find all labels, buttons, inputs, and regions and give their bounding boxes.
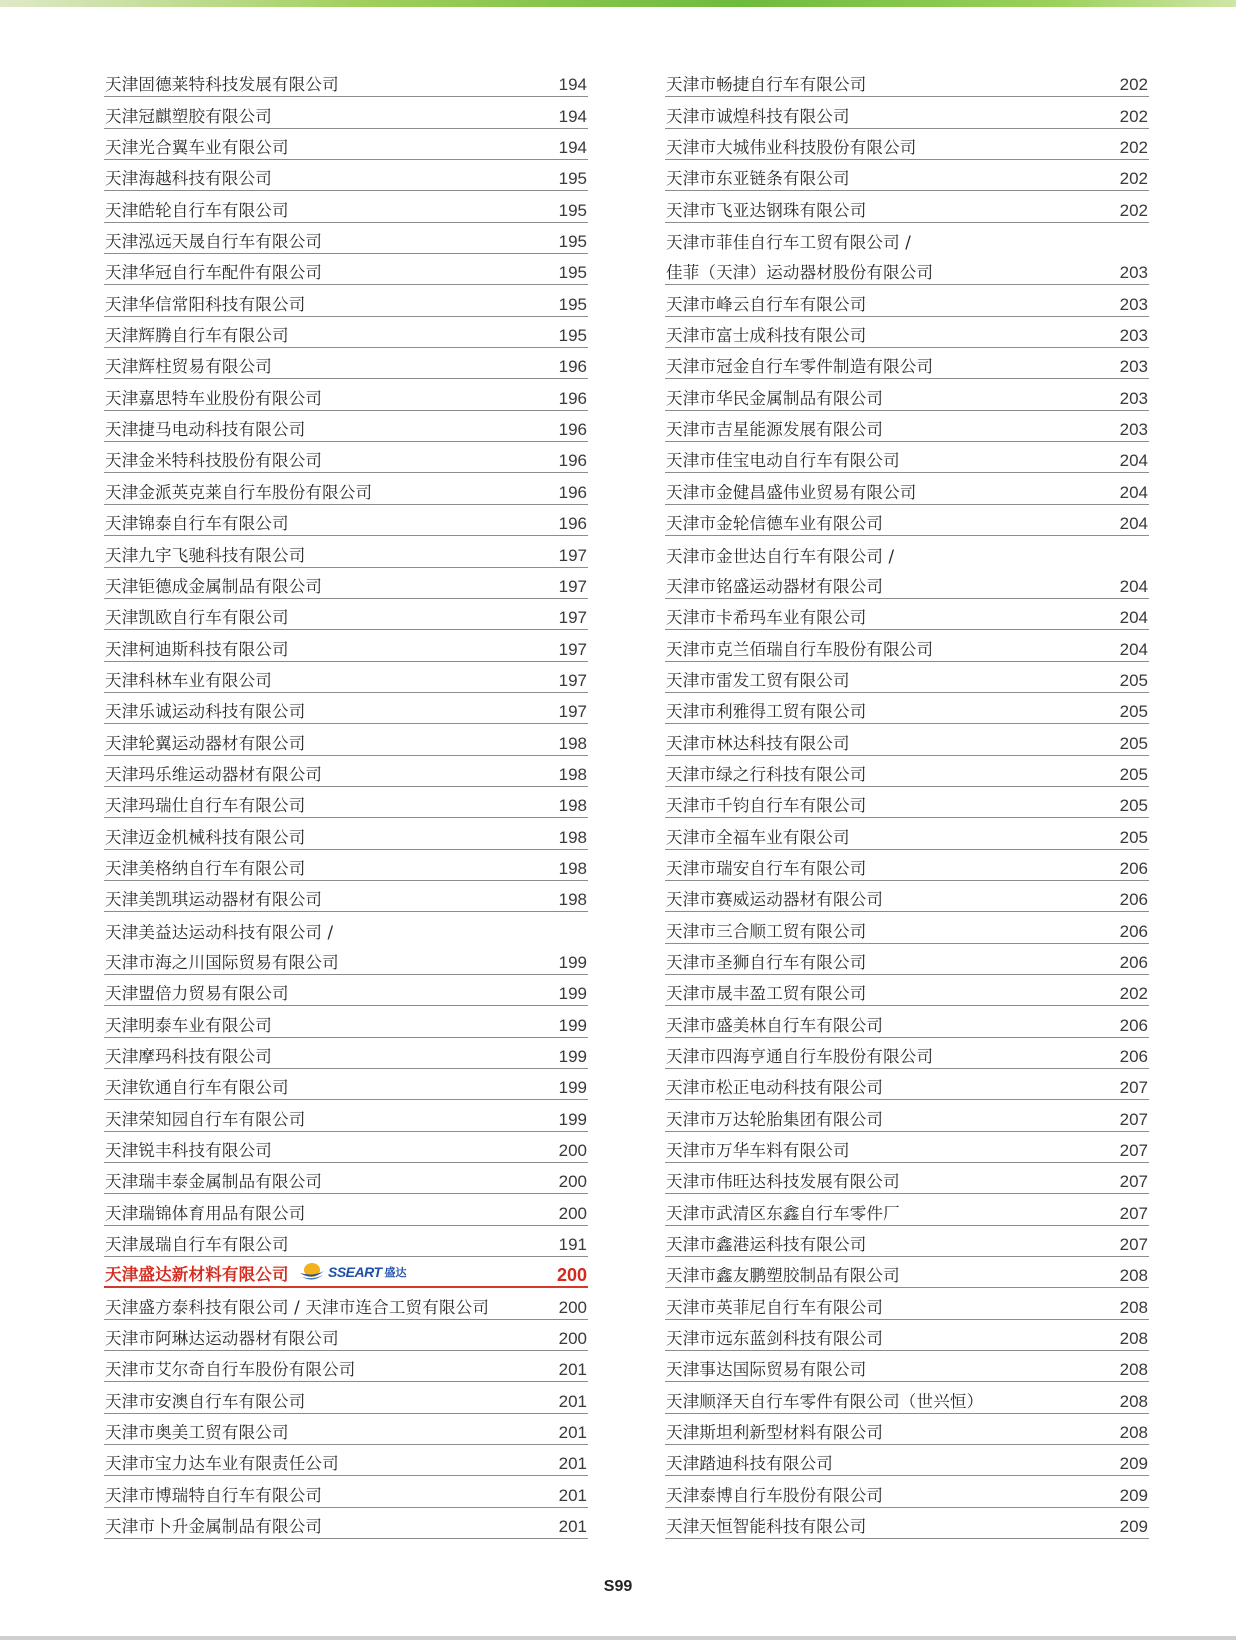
- page-ref: 204: [1119, 639, 1148, 659]
- index-entry: [104, 693, 588, 724]
- page-ref: 205: [1119, 733, 1148, 753]
- page-ref: 194: [558, 138, 587, 158]
- page-ref: 203: [1119, 357, 1148, 377]
- company-name: 天津市万达轮胎集团有限公司: [666, 1109, 884, 1129]
- company-name: 天津市吉星能源发展有限公司: [666, 420, 884, 440]
- page-ref: 202: [1119, 138, 1148, 158]
- page-ref: 201: [558, 1517, 587, 1537]
- index-entry: [665, 756, 1149, 787]
- company-name: 天津市金健昌盛伟业贸易有限公司: [666, 482, 917, 502]
- page-ref: 202: [1119, 169, 1148, 189]
- index-entry: [104, 1508, 588, 1539]
- logo-wordmark: SSEART: [328, 1264, 382, 1281]
- page-ref: 196: [558, 482, 587, 502]
- index-entry: [665, 787, 1149, 818]
- index-entry: [104, 599, 588, 630]
- company-name: 天津市伟旺达科技发展有限公司: [666, 1172, 900, 1192]
- page-ref: 207: [1119, 1141, 1148, 1161]
- company-name: 天津市雷发工贸有限公司: [666, 670, 850, 690]
- index-entry: [665, 881, 1149, 912]
- index-entry: [665, 1257, 1149, 1288]
- page-ref: 204: [1119, 451, 1148, 471]
- page-ref: 209: [1119, 1454, 1148, 1474]
- index-entry: [665, 662, 1149, 693]
- page-ref: 200: [558, 1203, 587, 1223]
- top-color-band: [0, 0, 1236, 7]
- page-ref: 204: [1119, 514, 1148, 534]
- page-ref: 206: [1119, 890, 1148, 910]
- company-name: 天津市鑫友鹏塑胶制品有限公司: [666, 1266, 900, 1286]
- index-entry: [104, 223, 588, 254]
- index-entry: [104, 536, 588, 567]
- company-name: 天津市英菲尼自行车有限公司: [666, 1297, 884, 1317]
- index-entry: [104, 317, 588, 348]
- index-entry: [104, 379, 588, 410]
- page-ref: 205: [1119, 764, 1148, 784]
- page-ref: 195: [558, 263, 587, 283]
- page-ref: 205: [1119, 827, 1148, 847]
- company-name: 天津摩玛科技有限公司: [105, 1047, 272, 1066]
- index-entry: [104, 818, 588, 849]
- page-ref: 206: [1119, 921, 1148, 941]
- index-entry: [104, 1194, 588, 1225]
- index-entry: [104, 1445, 588, 1476]
- company-name: 天津市瑞安自行车有限公司: [666, 858, 867, 878]
- company-name: 天津斯坦利新型材料有限公司: [666, 1423, 884, 1443]
- index-entry: [665, 1445, 1149, 1476]
- page-ref: 206: [1119, 1047, 1148, 1066]
- company-name: 天津市卜升金属制品有限公司: [105, 1517, 323, 1537]
- page-ref: 206: [1119, 952, 1148, 972]
- index-entry: [665, 944, 1149, 975]
- page-ref: 204: [1119, 482, 1148, 502]
- index-entry: [665, 442, 1149, 473]
- company-name: 佳菲（天津）运动器材股份有限公司: [666, 263, 934, 283]
- index-entry: [104, 1069, 588, 1100]
- index-entry: [665, 1006, 1149, 1037]
- company-name: 天津市全福车业有限公司: [666, 827, 850, 847]
- page-ref: 194: [558, 106, 587, 126]
- page-ref: 205: [1119, 670, 1148, 690]
- company-name: 天津捷马电动科技有限公司: [105, 420, 306, 440]
- company-name: 天津市万华车料有限公司: [666, 1141, 850, 1161]
- index-entry: [104, 944, 588, 975]
- company-name: 天津明泰车业有限公司: [105, 1015, 272, 1035]
- index-entry: [104, 191, 588, 222]
- index-entry: [665, 1476, 1149, 1507]
- index-entry: [665, 505, 1149, 536]
- index-entry: [665, 473, 1149, 504]
- index-entry: [665, 1320, 1149, 1351]
- company-name: 天津玛乐维运动器材有限公司: [105, 764, 323, 784]
- index-entry: [104, 662, 588, 693]
- index-entry: [665, 348, 1149, 379]
- index-entry: [665, 1414, 1149, 1445]
- page-ref: 197: [558, 670, 587, 690]
- company-name: 天津市宝力达车业有限责任公司: [105, 1454, 339, 1474]
- index-entry: [665, 97, 1149, 128]
- index-entry: [665, 536, 1149, 567]
- index-entry: [665, 724, 1149, 755]
- page-ref: 195: [558, 294, 587, 314]
- index-entry: [665, 1382, 1149, 1413]
- index-entry: [665, 66, 1149, 97]
- page-ref: 200: [558, 1172, 587, 1192]
- page-ref: 208: [1119, 1329, 1148, 1349]
- index-entry: [665, 1163, 1149, 1194]
- company-name: 天津市金世达自行车有限公司 /: [666, 546, 895, 566]
- company-name: 天津晟瑞自行车有限公司: [105, 1235, 289, 1255]
- company-name: 天津华信常阳科技有限公司: [105, 294, 306, 314]
- company-name: 天津嘉思特车业股份有限公司: [105, 388, 323, 408]
- company-name: 天津固德莱特科技发展有限公司: [105, 75, 339, 95]
- index-entry: [104, 285, 588, 316]
- company-name: 天津市鑫港运科技有限公司: [666, 1235, 867, 1255]
- page-ref: 198: [558, 733, 587, 753]
- page-ref: 196: [558, 388, 587, 408]
- index-entry: [104, 66, 588, 97]
- index-entry: [104, 1288, 588, 1319]
- page-ref: 198: [558, 827, 587, 847]
- index-entry: [665, 850, 1149, 881]
- company-name: 天津荣知园自行车有限公司: [105, 1109, 306, 1129]
- index-entry: [665, 223, 1149, 254]
- company-name: 天津市千钧自行车有限公司: [666, 796, 867, 816]
- company-name: 天津市海之川国际贸易有限公司: [105, 952, 339, 972]
- page-ref: 202: [1119, 984, 1148, 1004]
- index-entry: [104, 1320, 588, 1351]
- index-entry: [104, 97, 588, 128]
- company-name: 天津科林车业有限公司: [105, 670, 272, 690]
- company-name: 天津市诚煌科技有限公司: [666, 106, 850, 126]
- company-name: 天津泰博自行车股份有限公司: [666, 1485, 884, 1505]
- page-ref: 198: [558, 796, 587, 816]
- index-entry: [665, 975, 1149, 1006]
- page-ref: 209: [1119, 1485, 1148, 1505]
- page-ref: 198: [558, 890, 587, 910]
- page-ref: 205: [1119, 702, 1148, 722]
- page-ref: 208: [1119, 1423, 1148, 1443]
- page-ref: 196: [558, 357, 587, 377]
- company-name: 天津辉腾自行车有限公司: [105, 326, 289, 346]
- company-name: 天津市东亚链条有限公司: [666, 169, 850, 189]
- page-ref: 200: [558, 1141, 587, 1161]
- index-column-right: [665, 66, 1149, 1539]
- index-entry: [665, 599, 1149, 630]
- index-entry: [104, 348, 588, 379]
- index-entry: [665, 317, 1149, 348]
- index-entry: [104, 1382, 588, 1413]
- index-entry: [665, 818, 1149, 849]
- index-entry: [104, 1226, 588, 1257]
- page-ref: 196: [558, 451, 587, 471]
- page-ref: 199: [558, 1078, 587, 1098]
- index-entry: [665, 254, 1149, 285]
- company-name: 天津锐丰科技有限公司: [105, 1141, 272, 1161]
- company-name: 天津盛达新材料有限公司: [105, 1265, 289, 1285]
- index-entry: [104, 1414, 588, 1445]
- page-ref: 200: [558, 1297, 587, 1317]
- page-ref: 206: [1119, 1015, 1148, 1035]
- page-number: S99: [603, 1578, 633, 1595]
- index-entry: [104, 912, 588, 943]
- index-entry: [665, 379, 1149, 410]
- company-name: 天津市艾尔奇自行车股份有限公司: [105, 1360, 356, 1380]
- page-ref: 199: [558, 952, 587, 972]
- company-name: 天津事达国际贸易有限公司: [666, 1360, 867, 1380]
- index-entry: [104, 442, 588, 473]
- page-ref: 201: [558, 1423, 587, 1443]
- company-name: 天津迈金机械科技有限公司: [105, 827, 306, 847]
- index-entry: [104, 160, 588, 191]
- index-entry: [665, 1132, 1149, 1163]
- company-name: 天津美凯琪运动器材有限公司: [105, 890, 323, 910]
- index-entry: [665, 1288, 1149, 1319]
- company-name: 天津市盛美林自行车有限公司: [666, 1015, 884, 1035]
- index-entry: [104, 254, 588, 285]
- index-entry: [665, 191, 1149, 222]
- index-entry: [104, 1038, 588, 1069]
- page-ref: 198: [558, 764, 587, 784]
- index-entry: [104, 1163, 588, 1194]
- page-ref: 197: [558, 576, 587, 596]
- company-name: 天津市卡希玛车业有限公司: [666, 608, 867, 628]
- company-name: 天津市铭盛运动器材有限公司: [666, 576, 884, 596]
- company-name: 天津市松正电动科技有限公司: [666, 1078, 884, 1098]
- company-name: 天津踏迪科技有限公司: [666, 1454, 833, 1474]
- page-ref: 199: [558, 1047, 587, 1066]
- page-ref: 207: [1119, 1172, 1148, 1192]
- index-entry: [665, 693, 1149, 724]
- index-entry: [665, 411, 1149, 442]
- company-name: 天津光合翼车业有限公司: [105, 138, 289, 158]
- page-ref: 204: [1119, 576, 1148, 596]
- company-name: 天津盛方泰科技有限公司 / 天津市连合工贸有限公司: [105, 1297, 490, 1317]
- company-name: 天津金米特科技股份有限公司: [105, 451, 323, 471]
- company-name: 天津瑞锦体育用品有限公司: [105, 1203, 306, 1223]
- index-entry: [104, 850, 588, 881]
- page-ref: 207: [1119, 1203, 1148, 1223]
- company-name: 天津市飞亚达钢珠有限公司: [666, 200, 867, 220]
- page-ref: 191: [558, 1235, 587, 1255]
- index-entry: [104, 411, 588, 442]
- company-name: 天津玛瑞仕自行车有限公司: [105, 796, 306, 816]
- company-name: 天津钜德成金属制品有限公司: [105, 576, 323, 596]
- company-name: 天津市林达科技有限公司: [666, 733, 850, 753]
- company-name: 天津轮翼运动器材有限公司: [105, 733, 306, 753]
- page-ref: 200: [556, 1265, 587, 1286]
- page-ref: 197: [558, 608, 587, 628]
- company-name: 天津冠麒塑胶有限公司: [105, 106, 272, 126]
- page-ref: 202: [1119, 106, 1148, 126]
- index-entry: [104, 724, 588, 755]
- index-entry: [104, 1100, 588, 1131]
- company-name: 天津市四海亨通自行车股份有限公司: [666, 1047, 934, 1066]
- page-ref: 196: [558, 420, 587, 440]
- page-ref: 206: [1119, 858, 1148, 878]
- page-ref: 203: [1119, 263, 1148, 283]
- company-name: 天津钦通自行车有限公司: [105, 1078, 289, 1098]
- company-name: 天津市金轮信德车业有限公司: [666, 514, 884, 534]
- index-entry: [665, 1100, 1149, 1131]
- index-entry: [665, 1038, 1149, 1069]
- index-entry: [665, 160, 1149, 191]
- page-ref: 203: [1119, 326, 1148, 346]
- index-entry: [665, 129, 1149, 160]
- page-ref: 195: [558, 326, 587, 346]
- page-ref: 201: [558, 1485, 587, 1505]
- index-entry: [104, 473, 588, 504]
- page-ref: 201: [558, 1454, 587, 1474]
- company-name: 天津凯欧自行车有限公司: [105, 608, 289, 628]
- page-ref: 203: [1119, 294, 1148, 314]
- company-name: 天津市晟丰盈工贸有限公司: [666, 984, 867, 1004]
- page-ref: 195: [558, 169, 587, 189]
- index-entry: [665, 630, 1149, 661]
- page-ref: 207: [1119, 1078, 1148, 1098]
- page-ref: 200: [558, 1329, 587, 1349]
- company-name: 天津美益达运动科技有限公司 /: [105, 922, 334, 942]
- company-name: 天津皓轮自行车有限公司: [105, 200, 289, 220]
- company-name: 天津市冠金自行车零件制造有限公司: [666, 357, 934, 377]
- company-name: 天津九宇飞驰科技有限公司: [105, 545, 306, 565]
- page-ref: 203: [1119, 420, 1148, 440]
- company-name: 天津市利雅得工贸有限公司: [666, 702, 867, 722]
- company-name: 天津顺泽天自行车零件有限公司（世兴恒）: [666, 1391, 984, 1411]
- index-entry: [665, 912, 1149, 943]
- index-entry: [104, 1132, 588, 1163]
- page-ref: 197: [558, 702, 587, 722]
- company-name: 天津市克兰佰瑞自行车股份有限公司: [666, 639, 934, 659]
- page-ref: 194: [558, 75, 587, 95]
- company-name: 天津辉柱贸易有限公司: [105, 357, 272, 377]
- index-entry: [665, 1351, 1149, 1382]
- company-name: 天津市安澳自行车有限公司: [105, 1391, 306, 1411]
- index-entry: [104, 505, 588, 536]
- company-name: 天津盟倍力贸易有限公司: [105, 984, 289, 1004]
- company-name: 天津柯迪斯科技有限公司: [105, 639, 289, 659]
- page-ref: 209: [1119, 1517, 1148, 1537]
- page-ref: 197: [558, 639, 587, 659]
- page-ref: 207: [1119, 1109, 1148, 1129]
- page-ref: 202: [1119, 75, 1148, 95]
- index-entry: [665, 1194, 1149, 1225]
- company-name: 天津乐诚运动科技有限公司: [105, 702, 306, 722]
- company-name: 天津市圣狮自行车有限公司: [666, 952, 867, 972]
- company-name: 天津市博瑞特自行车有限公司: [105, 1485, 323, 1505]
- company-name: 天津市赛威运动器材有限公司: [666, 890, 884, 910]
- index-entry: [665, 1508, 1149, 1539]
- company-name: 天津市奥美工贸有限公司: [105, 1423, 289, 1443]
- page-ref: 208: [1119, 1266, 1148, 1286]
- company-name: 天津市大城伟业科技股份有限公司: [666, 138, 917, 158]
- page-ref: 199: [558, 1109, 587, 1129]
- company-name: 天津市峰云自行车有限公司: [666, 294, 867, 314]
- index-entry: [665, 1226, 1149, 1257]
- page-ref: 203: [1119, 388, 1148, 408]
- company-name: 天津市武清区东鑫自行车零件厂: [666, 1203, 900, 1223]
- company-name: 天津市畅捷自行车有限公司: [666, 75, 867, 95]
- company-name: 天津瑞丰泰金属制品有限公司: [105, 1172, 323, 1192]
- company-name: 天津市菲佳自行车工贸有限公司 /: [666, 233, 912, 253]
- index-entry: [665, 1069, 1149, 1100]
- index-entry: [104, 787, 588, 818]
- page-ref: 208: [1119, 1391, 1148, 1411]
- page-ref: 199: [558, 984, 587, 1004]
- index-entry: [104, 1351, 588, 1382]
- page-ref: 201: [558, 1391, 587, 1411]
- index-column-left: [104, 66, 588, 1539]
- bottom-edge: [0, 1636, 1236, 1640]
- index-entry: [665, 285, 1149, 316]
- index-entry: [104, 975, 588, 1006]
- index-entry: [104, 630, 588, 661]
- company-name: 天津海越科技有限公司: [105, 169, 272, 189]
- company-name: 天津市三合顺工贸有限公司: [666, 921, 867, 941]
- page-ref: 208: [1119, 1297, 1148, 1317]
- company-name: 天津泓远天晟自行车有限公司: [105, 232, 323, 252]
- page-ref: 199: [558, 1015, 587, 1035]
- company-name: 天津天恒智能科技有限公司: [666, 1517, 867, 1537]
- index-entry: [104, 129, 588, 160]
- company-name: 天津市富士成科技有限公司: [666, 326, 867, 346]
- page-ref: 208: [1119, 1360, 1148, 1380]
- company-name: 天津市绿之行科技有限公司: [666, 764, 867, 784]
- swoosh-icon: [299, 1261, 325, 1283]
- index-entry: [104, 1476, 588, 1507]
- page-ref: 201: [558, 1360, 587, 1380]
- page-ref: 196: [558, 514, 587, 534]
- company-name: 天津市远东蓝剑科技有限公司: [666, 1329, 884, 1349]
- index-entry: [104, 756, 588, 787]
- page-ref: 204: [1119, 608, 1148, 628]
- page-ref: 198: [558, 858, 587, 878]
- index-entry-highlight: [104, 1257, 588, 1288]
- company-name: 天津锦泰自行车有限公司: [105, 514, 289, 534]
- page-ref: 195: [558, 200, 587, 220]
- page-ref: 207: [1119, 1235, 1148, 1255]
- company-name: 天津市华民金属制品有限公司: [666, 388, 884, 408]
- page-ref: 195: [558, 232, 587, 252]
- company-name: 天津市佳宝电动自行车有限公司: [666, 451, 900, 471]
- logo-cn-text: 盛达: [384, 1266, 407, 1280]
- index-entry: [665, 568, 1149, 599]
- page-ref: 197: [558, 545, 587, 565]
- company-name: 天津美格纳自行车有限公司: [105, 858, 306, 878]
- company-name: 天津市阿琳达运动器材有限公司: [105, 1329, 339, 1349]
- page-ref: 202: [1119, 200, 1148, 220]
- index-entry: [104, 1006, 588, 1037]
- page-ref: 205: [1119, 796, 1148, 816]
- sseart-logo: [299, 1260, 407, 1284]
- index-entry: [104, 881, 588, 912]
- company-name: 天津金派英克莱自行车股份有限公司: [105, 482, 373, 502]
- company-name: 天津华冠自行车配件有限公司: [105, 263, 323, 283]
- index-entry: [104, 568, 588, 599]
